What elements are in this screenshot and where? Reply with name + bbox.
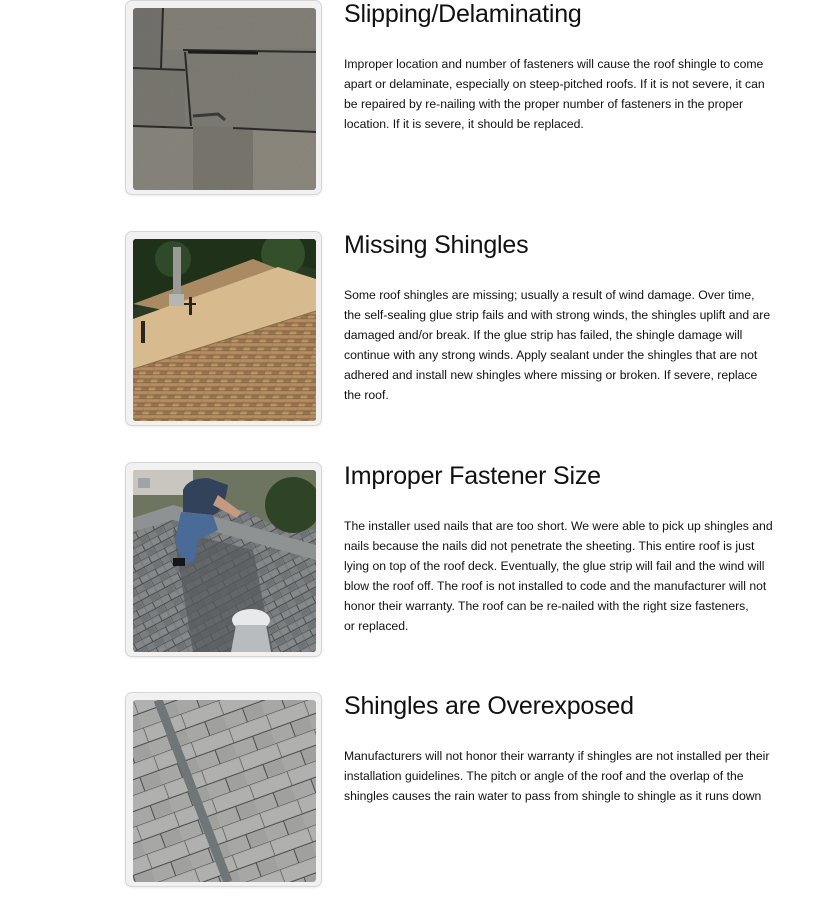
section-description bbox=[344, 54, 774, 134]
photo-improper-fasteners bbox=[133, 470, 316, 652]
section-description bbox=[344, 746, 774, 806]
text-line: the roof. bbox=[344, 388, 389, 402]
text-line: Manufacturers will not honor their warranty if shingles are not installed per their bbox=[344, 749, 770, 763]
text-line: Improper location and number of fasteners will cause the roof shingle to come bbox=[344, 57, 764, 71]
entry-improper-fastener-size bbox=[125, 462, 775, 682]
photo-overexposed-shingles bbox=[133, 700, 316, 882]
text-line: shingles causes the rain water to pass from shingle to shingle as it runs down bbox=[344, 789, 762, 803]
text-line: damaged and/or break. If the glue strip has failed, the shingle damage will bbox=[344, 328, 743, 342]
text-line: Some roof shingles are missing; usually a result of wind damage. Over time, bbox=[344, 288, 755, 302]
text-line: continue with any strong winds. Apply sealant under the shingles that are not bbox=[344, 348, 758, 362]
photo-frame bbox=[125, 462, 322, 657]
section-description bbox=[344, 516, 774, 636]
text-line: blow the roof off. The roof is not installed to code and the manufacturer will not bbox=[344, 579, 767, 593]
photo-frame bbox=[125, 692, 322, 887]
entry-shingles-overexposed bbox=[125, 692, 775, 912]
text-line: apart or delaminate, especially on steep-pitched roofs. If it is not severe, it can bbox=[344, 77, 765, 91]
photo-slipping-shingles bbox=[133, 8, 316, 190]
text-line: or replaced. bbox=[344, 619, 409, 633]
text-line: be repaired by re-nailing with the proper number of fasteners in the proper bbox=[344, 97, 744, 111]
photo-missing-shingles bbox=[133, 239, 316, 421]
text-line: the self-sealing glue strip fails and with strong winds, the shingles uplift and are bbox=[344, 308, 771, 322]
entry-missing-shingles bbox=[125, 231, 775, 451]
section-title: Shingles are Overexposed bbox=[344, 692, 634, 720]
section-title: Missing Shingles bbox=[344, 231, 529, 259]
text-line: nails because the nails did not penetrate the sheeting. This entire roof is just bbox=[344, 539, 755, 553]
section-title: Improper Fastener Size bbox=[344, 462, 601, 490]
photo-frame bbox=[125, 0, 322, 195]
text-line: honor their warranty. The roof can be re-nailed with the right size fasteners, bbox=[344, 599, 749, 613]
text-line: The installer used nails that are too short. We were able to pick up shingles and bbox=[344, 519, 773, 533]
entry-slipping-delaminating bbox=[125, 0, 775, 220]
section-title: Slipping/Delaminating bbox=[344, 0, 582, 28]
text-line: location. If it is severe, it should be replaced. bbox=[344, 117, 584, 131]
text-line: adhered and install new shingles where missing or broken. If severe, replace bbox=[344, 368, 758, 382]
text-line: lying on top of the roof deck. Eventually, the glue strip will fail and the wind will bbox=[344, 559, 765, 573]
photo-frame bbox=[125, 231, 322, 426]
section-description bbox=[344, 285, 774, 405]
text-line: installation guidelines. The pitch or angle of the roof and the overlap of the bbox=[344, 769, 744, 783]
